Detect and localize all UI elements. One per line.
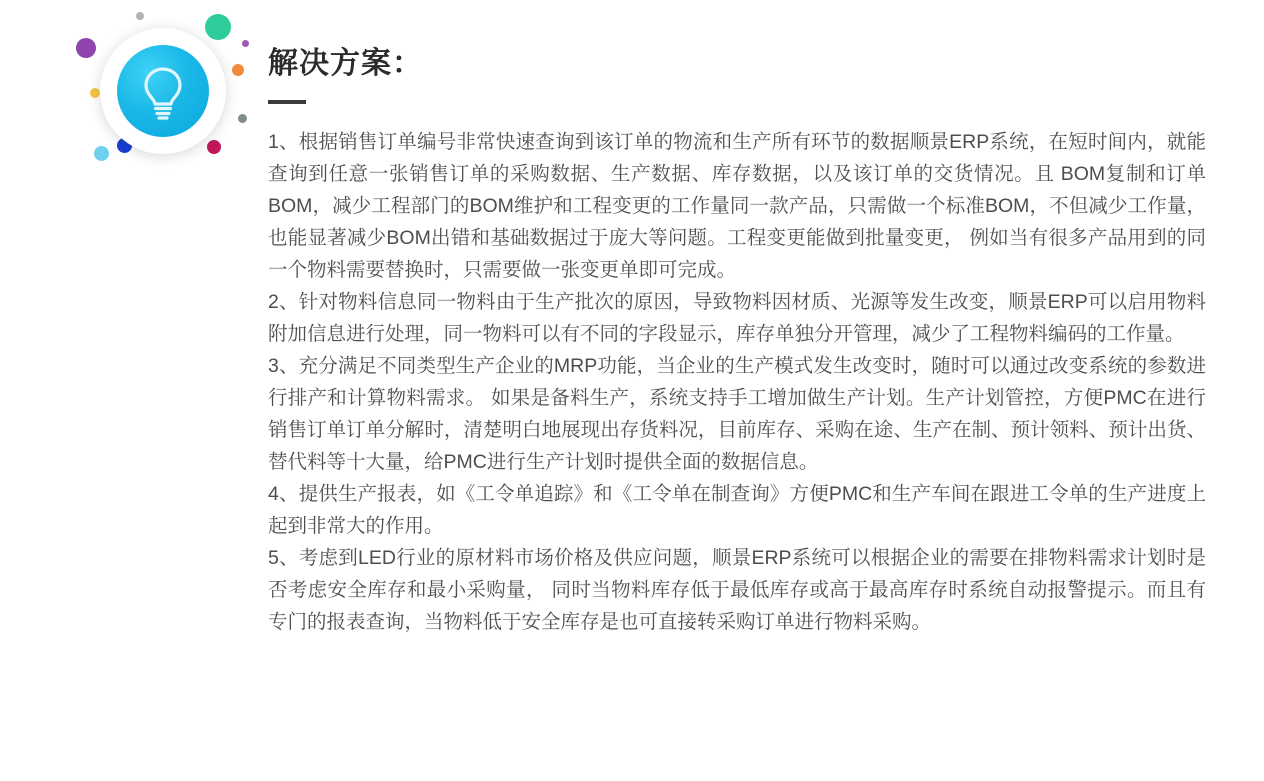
paragraph-5: 5、考虑到LED行业的原材料市场价格及供应问题，顺景ERP系统可以根据企业的需要在排物料需求计划时是否考虑安全库存和最小采购量， 同时当物料库存低于最低库存或高于最高库存时系统自动报警提示。而且有专门的报表查询，当物料低于安全库存是也可直接转采购订单进行物料采购。 [268,547,1206,633]
decorative-dot-green [205,14,231,40]
decorative-dot-gray [238,114,247,123]
paragraph-1: 1、根据销售订单编号非常快速查询到该订单的物流和生产所有环节的数据顺景ERP系统，在短时间内，就能查询到任意一张销售订单的采购数据、生产数据、库存数据，以及该订单的交货情况。且 BOM复制和订单BOM，减少工程部门的BOM维护和工程变更的工作量同一款产品，只需做一个标准BOM，不但减少工作量，也能显著减少BOM出错和基础数据过于庞大等问题。工程变更能做到批量变更， 例如当有很多产品用到的同一个物料需要替换时，只需要做一张变更单即可完成。 [268,131,1206,281]
paragraph-3: 3、充分满足不同类型生产企业的MRP功能，当企业的生产模式发生改变时，随时可以通过改变系统的参数进行排产和计算物料需求。 如果是备料生产，系统支持手工增加做生产计划。生产计划管控，方便PMC在进行销售订单订单分解时，清楚明白地展现出存货料况，目前库存、采购在途、生产在制、预计领料、预计出货、替代料等十大量，给PMC进行生产计划时提供全面的数据信息。 [268,355,1206,473]
lightbulb-icon [117,45,209,137]
paragraph-2: 2、针对物料信息同一物料由于生产批次的原因，导致物料因材质、光源等发生改变，顺景ERP可以启用物料附加信息进行处理，同一物料可以有不同的字段显示，库存单独分开管理，减少了工程物料编码的工作量。 [268,291,1206,345]
title-underline [268,100,306,104]
decorative-dot-cyan [94,146,109,161]
paragraph-4: 4、提供生产报表，如《工令单追踪》和《工令单在制查询》方便PMC和生产车间在跟进工令单的生产进度上起到非常大的作用。 [268,483,1206,537]
decorative-bulb-graphic [76,10,256,180]
solution-body [268,126,1206,638]
decorative-dot-orange [232,64,244,76]
page-title: 解决方案： [268,47,423,80]
decorative-dot-violet [242,40,249,47]
decorative-dot-magenta [207,140,221,154]
decorative-dot-purple [76,38,96,58]
decorative-dot-light-gray [136,12,144,20]
decorative-dot-yellow [90,88,100,98]
